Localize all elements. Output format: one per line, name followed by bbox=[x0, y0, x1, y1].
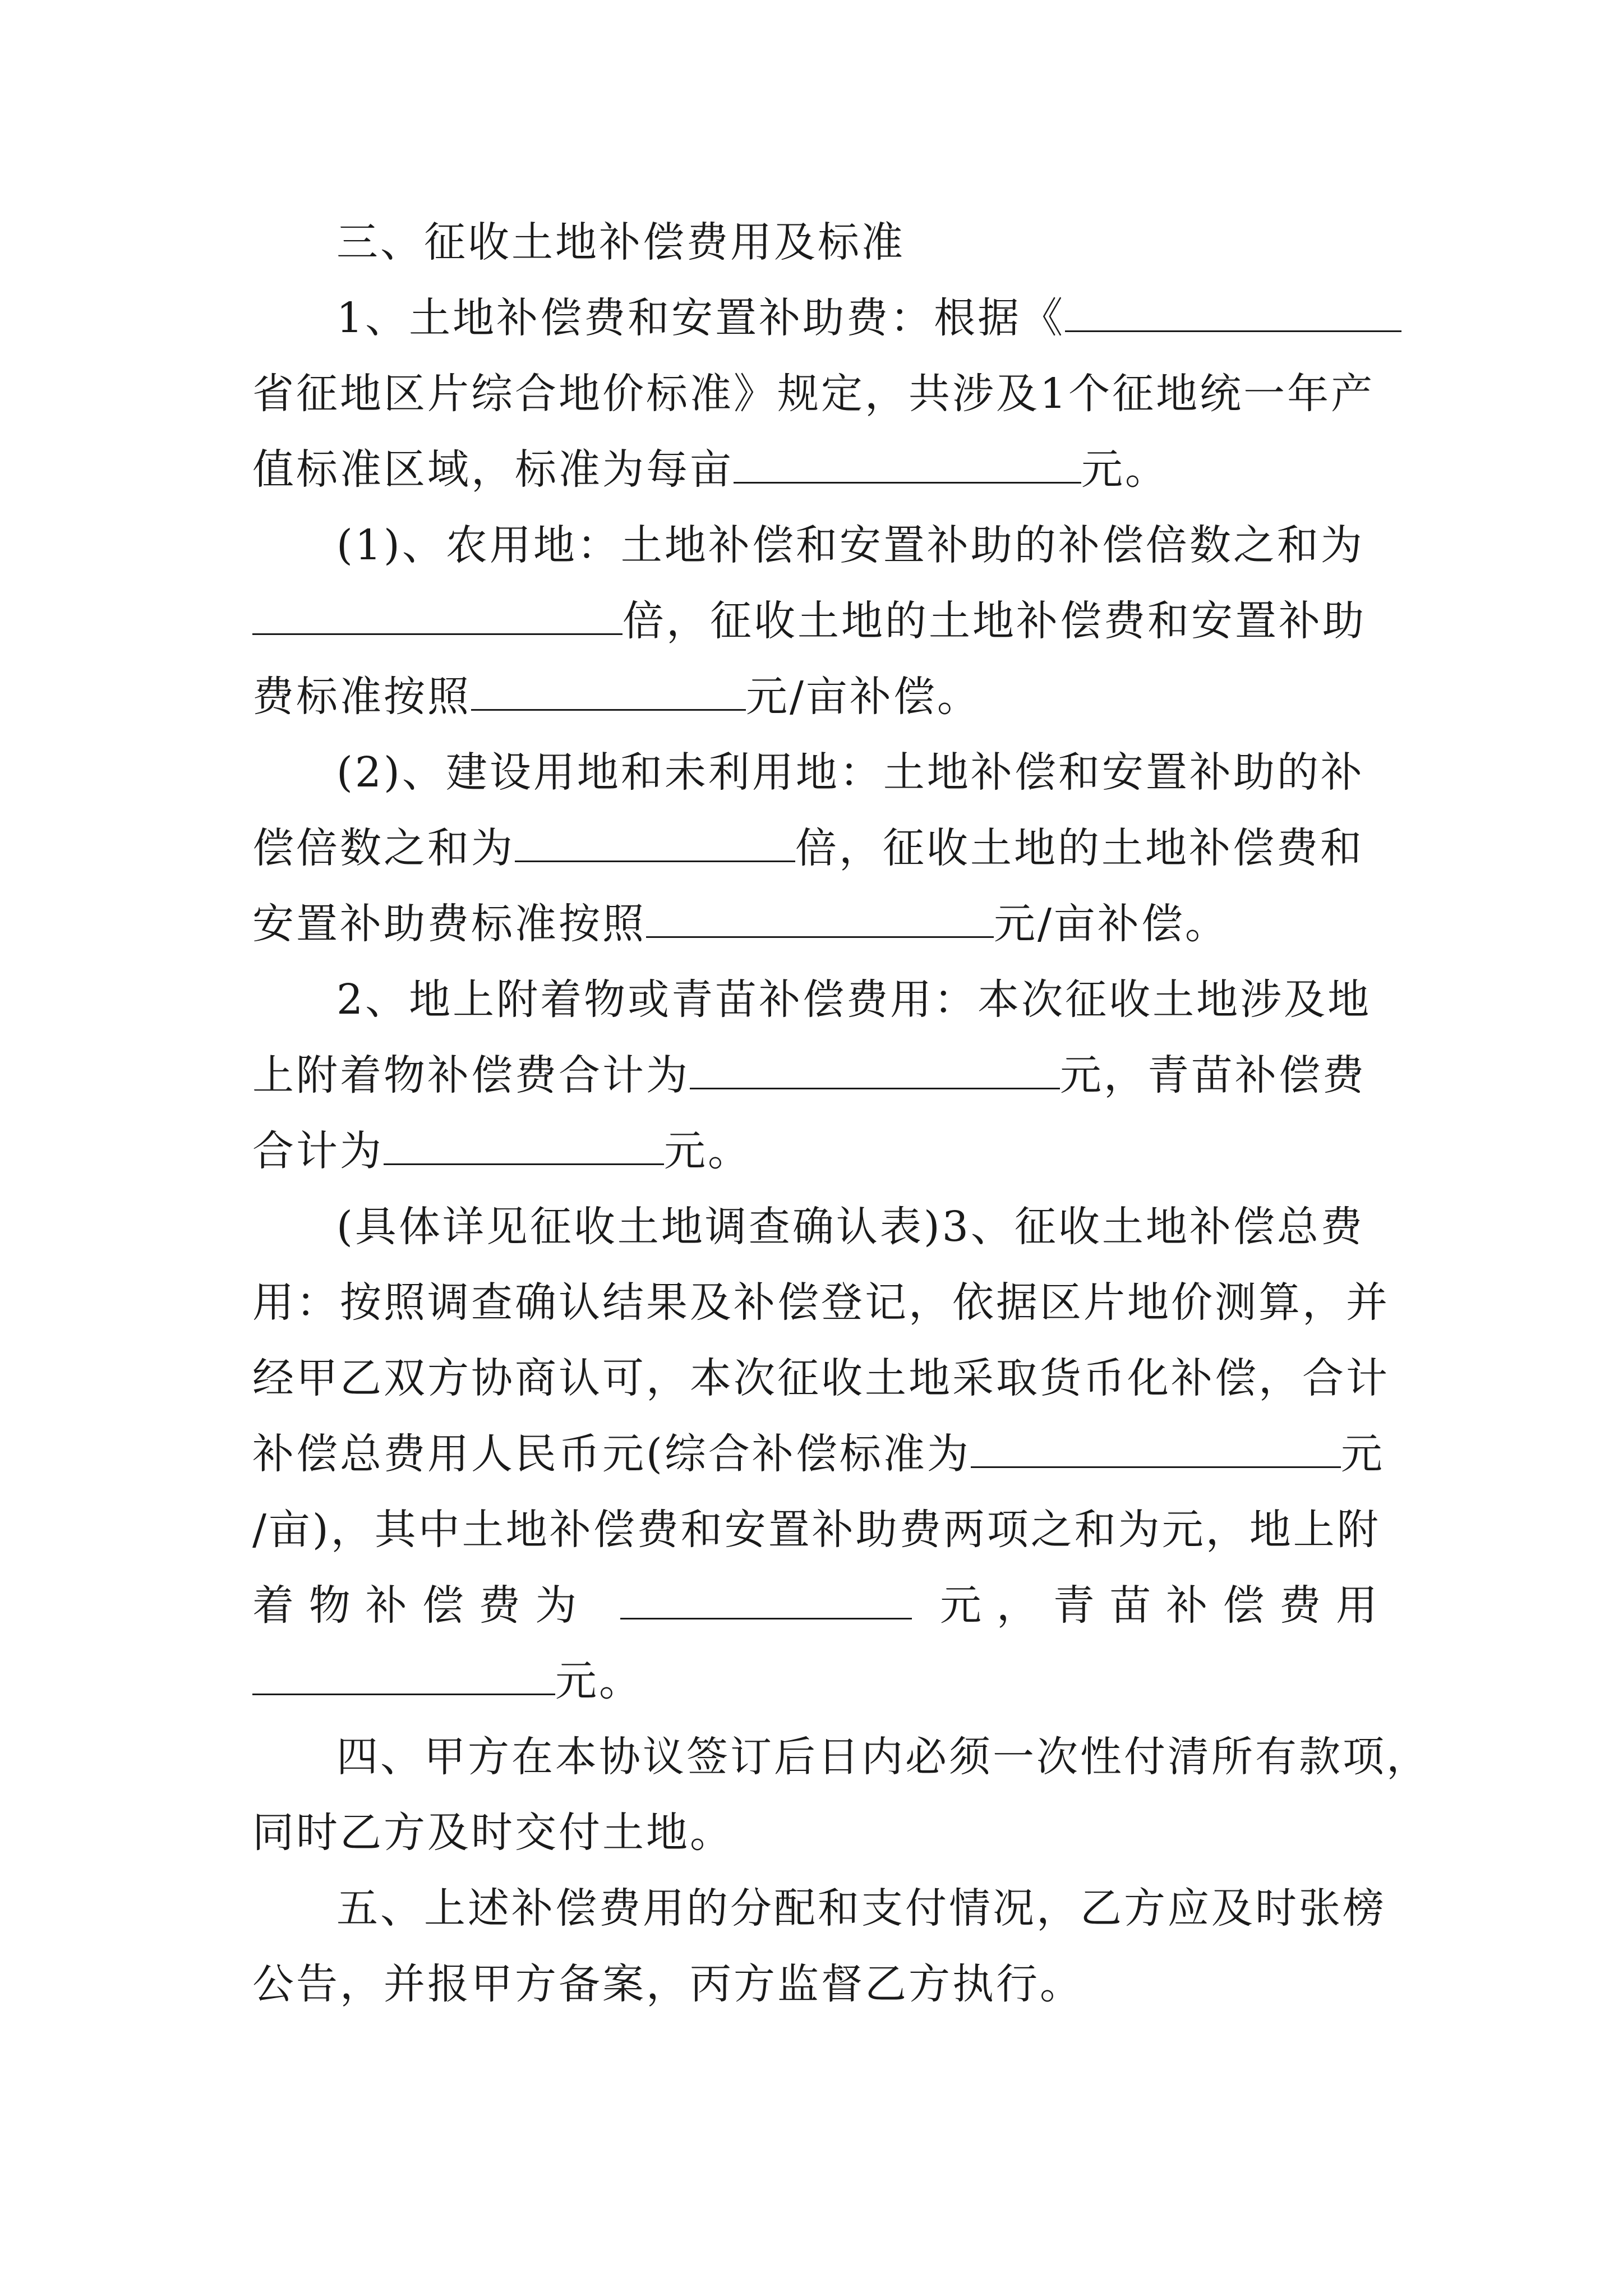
blank-field bbox=[252, 601, 623, 635]
item3-text-7: 元。 bbox=[555, 1657, 643, 1705]
item3-text-6b: 元，青苗补偿费用 bbox=[939, 1581, 1380, 1630]
sub1-text-3a: 费标准按照 bbox=[252, 673, 471, 721]
section5-line1: 五、上述补偿费用的分配和支付情况，乙方应及时张榜 bbox=[336, 1884, 1386, 1932]
item2-text-3b: 元。 bbox=[664, 1127, 751, 1175]
section5-line2: 公告，并报甲方备案，丙方监督乙方执行。 bbox=[252, 1960, 1083, 2008]
blank-field bbox=[1065, 298, 1401, 332]
blank-field bbox=[471, 677, 746, 711]
sub2-line3 bbox=[252, 900, 1380, 948]
section4-line1: 四、甲方在本协议签订后日内必须一次性付清所有款项， bbox=[336, 1733, 1430, 1781]
section3-heading: 三、征收土地补偿费用及标准 bbox=[336, 218, 905, 266]
sub2-line2 bbox=[252, 824, 1380, 872]
item2-line3 bbox=[252, 1127, 1380, 1175]
sub1-line1: (1)、农用地：土地补偿和安置补助的补偿倍数之和为 bbox=[336, 521, 1364, 569]
item1-text-3a: 值标准区域，标准为每亩 bbox=[252, 445, 734, 494]
sub1-text-2: 倍，征收土地的土地补偿费和安置补助 bbox=[623, 597, 1366, 645]
sub2-line1: (2)、建设用地和未利用地：土地补偿和安置补助的补 bbox=[336, 748, 1364, 797]
item1-line1 bbox=[336, 294, 1380, 342]
item1-text-3b: 元。 bbox=[1081, 445, 1169, 494]
item3-line4 bbox=[252, 1430, 1385, 1478]
item1-line2: 省征地区片综合地价标准》规定，共涉及1个征地统一年产 bbox=[252, 370, 1375, 418]
item2-text-3a: 合计为 bbox=[252, 1127, 384, 1175]
sub2-text-2a: 偿倍数之和为 bbox=[252, 824, 515, 872]
blank-field bbox=[690, 1055, 1060, 1089]
sub2-text-2b: 倍，征收土地的土地补偿费和 bbox=[795, 824, 1364, 872]
section4-line2: 同时乙方及时交付土地。 bbox=[252, 1809, 734, 1857]
blank-field bbox=[384, 1131, 664, 1165]
sub2-text-3a: 安置补助费标准按照 bbox=[252, 900, 646, 948]
blank-field bbox=[515, 828, 795, 862]
item2-text-2b: 元，青苗补偿费 bbox=[1060, 1051, 1366, 1099]
blank-field bbox=[620, 1585, 912, 1619]
blank-field bbox=[252, 1661, 555, 1695]
item2-line2 bbox=[252, 1051, 1380, 1099]
blank-field bbox=[734, 449, 1081, 484]
item2-text-2a: 上附着物补偿费合计为 bbox=[252, 1051, 690, 1099]
blank-field bbox=[646, 904, 994, 938]
item1-line3 bbox=[252, 445, 1380, 494]
item3-line2: 用：按照调查确认结果及补偿登记，依据区片地价测算，并 bbox=[252, 1278, 1390, 1327]
item3-text-4b: 元 bbox=[1340, 1430, 1385, 1478]
sub1-text-3b: 元/亩补偿。 bbox=[746, 673, 981, 721]
sub2-text-3b: 元/亩补偿。 bbox=[994, 900, 1229, 948]
item3-text-4a: 补偿总费用人民币元(综合补偿标准为 bbox=[252, 1430, 971, 1478]
sub1-line3 bbox=[252, 673, 1380, 721]
item1-text-1: 1、土地补偿费和安置补助费：根据《 bbox=[336, 294, 1066, 342]
item3-line6 bbox=[252, 1581, 1380, 1630]
item2-line1: 2、地上附着物或青苗补偿费用：本次征收土地涉及地 bbox=[336, 976, 1372, 1024]
sub1-line2 bbox=[252, 597, 1380, 645]
item3-line3: 经甲乙双方协商认可，本次征收土地采取货币化补偿，合计 bbox=[252, 1354, 1390, 1402]
item3-line7 bbox=[252, 1657, 1380, 1705]
item3-line5: /亩)，其中土地补偿费和安置补助费两项之和为元，地上附 bbox=[252, 1506, 1381, 1554]
item3-text-6a: 着物补偿费为 bbox=[252, 1581, 592, 1630]
blank-field bbox=[971, 1434, 1341, 1468]
item3-line1: (具体详见征收土地调查确认表)3、征收土地补偿总费 bbox=[336, 1203, 1364, 1251]
